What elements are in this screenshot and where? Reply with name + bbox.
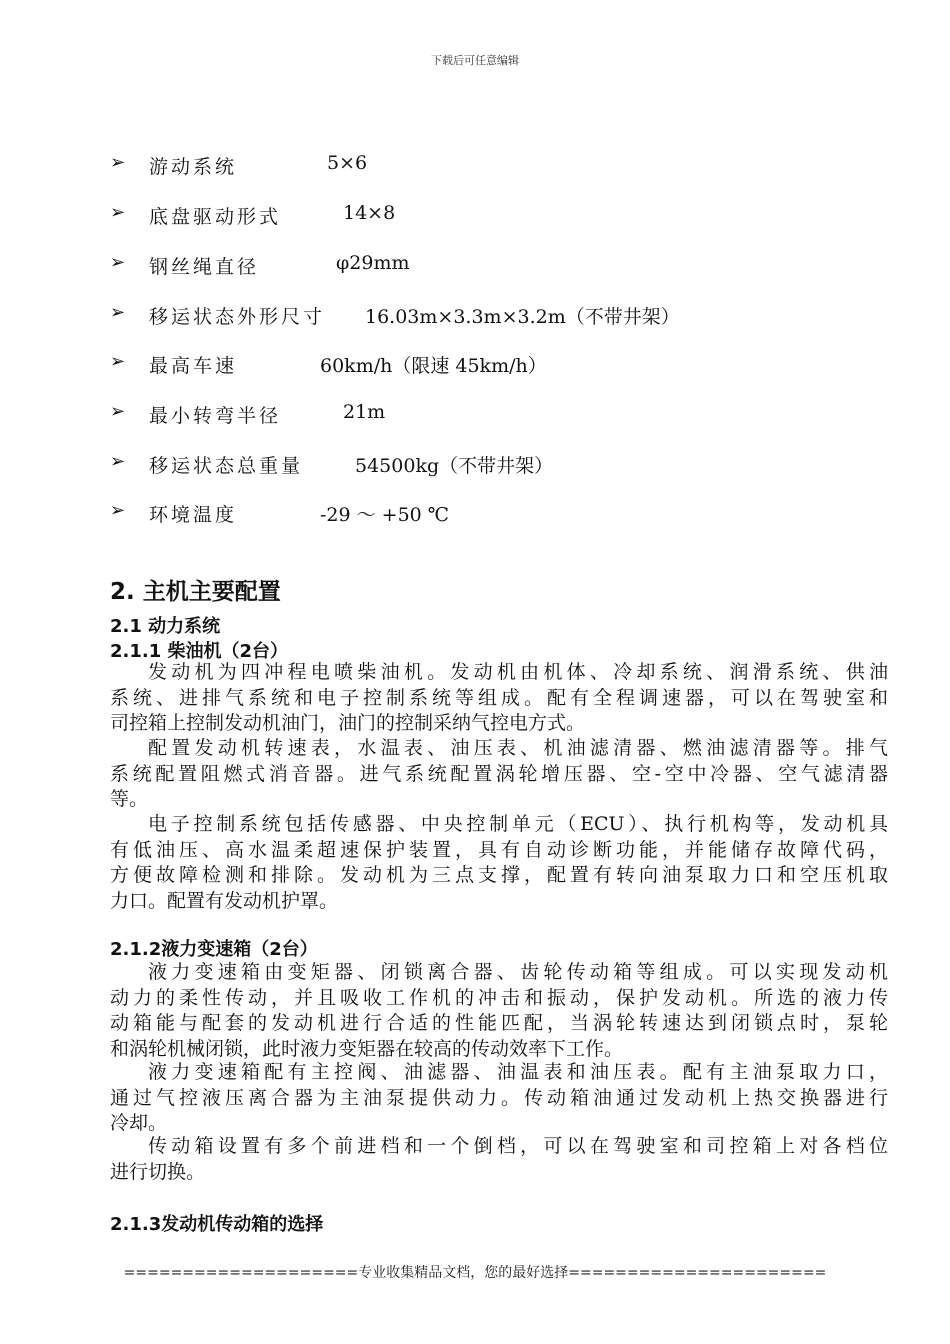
subsection-title: 2.1.1 柴油机（2台） xyxy=(110,641,289,662)
page-header: 下载后可任意编辑 xyxy=(431,54,519,67)
paragraph-electronic-control: 电子控制系统包括传感器、中央控制单元（ECU）、执行机构等，发动机具 有低油压、高水温柔超速保护装置，具有自动诊断功能，并能储存故障代码， 方便故障检测和排除。发动机为三点支撑，配置有转向油泵取力口和空压机取 力口。配置有发动机护罩。 xyxy=(110,813,888,912)
arrow-bullet-icon: ➢ xyxy=(110,401,126,422)
spec-label: 环境温度 xyxy=(149,504,238,526)
paragraph-transmission-config: 液力变速箱配有主控阀、油滤器、油温表和油压表。配有主油泵取力口， 通过气控液压离合器为主油泵提供动力。传动箱油通过发动机上热交换器进行 冷却。 xyxy=(110,1061,888,1134)
arrow-bullet-icon: ➢ xyxy=(110,500,126,521)
spec-label: 最高车速 xyxy=(149,355,238,377)
section-title: 2. 主机主要配置 xyxy=(110,579,281,605)
paragraph-transmission: 液力变速箱由变矩器、闭锁离合器、齿轮传动箱等组成。可以实现发动机 动力的柔性传动，并且吸收工作机的冲击和振动，保护发动机。所选的液力传 动箱能与配套的发动机进行合适的性能匹配，当涡轮转速达到闭锁点时，泵轮 和涡轮机械闭锁，此时液力变矩器在较高的传动效率下工作。 xyxy=(110,961,888,1060)
paragraph-gear-shift: 传动箱设置有多个前进档和一个倒档，可以在驾驶室和司控箱上对各档位 进行切换。 xyxy=(110,1135,888,1183)
spec-label: 移运状态外形尺寸 xyxy=(149,306,326,328)
spec-label: 移运状态总重量 xyxy=(149,455,304,477)
page-footer: ====================专业收集精品文档，您的最好选择====================== xyxy=(123,1265,827,1281)
subsection-title: 2.1.3发动机传动箱的选择 xyxy=(110,1214,324,1235)
spec-label: 底盘驱动形式 xyxy=(149,206,282,228)
paragraph-diesel-engine: 发动机为四冲程电喷柴油机。发动机由机体、冷却系统、润滑系统、供油 系统、进排气系统和电子控制系统等组成。配有全程调速器，可以在驾驶室和 司控箱上控制发动机油门，油门的控制采纳气控电方式。 xyxy=(110,661,888,734)
paragraph-engine-gauges: 配置发动机转速表，水温表、油压表、机油滤清器、燃油滤清器等。排气 系统配置阻燃式消音器。进气系统配置涡轮增压器、空-空中冷器、空气滤清器 等。 xyxy=(110,737,888,810)
spec-value: φ29mm xyxy=(336,252,410,274)
arrow-bullet-icon: ➢ xyxy=(110,351,126,372)
spec-value: 5×6 xyxy=(327,152,368,174)
subsection-title: 2.1 动力系统 xyxy=(110,616,221,637)
spec-label: 最小转弯半径 xyxy=(149,405,282,427)
spec-value: 54500kg（不带井架） xyxy=(355,455,554,477)
arrow-bullet-icon: ➢ xyxy=(110,451,126,472)
arrow-bullet-icon: ➢ xyxy=(110,152,126,173)
spec-label: 游动系统 xyxy=(149,156,238,178)
subsection-title: 2.1.2液力变速箱（2台） xyxy=(110,939,318,960)
arrow-bullet-icon: ➢ xyxy=(110,202,126,223)
spec-value: 60km/h（限速 45km/h） xyxy=(320,355,547,377)
arrow-bullet-icon: ➢ xyxy=(110,252,126,273)
spec-label: 钢丝绳直径 xyxy=(149,256,260,278)
spec-value: 14×8 xyxy=(343,202,396,224)
spec-value: -29 ～ +50 ℃ xyxy=(320,504,450,526)
arrow-bullet-icon: ➢ xyxy=(110,302,126,323)
spec-value: 16.03m×3.3m×3.2m（不带井架） xyxy=(365,306,680,328)
spec-value: 21m xyxy=(343,401,386,423)
